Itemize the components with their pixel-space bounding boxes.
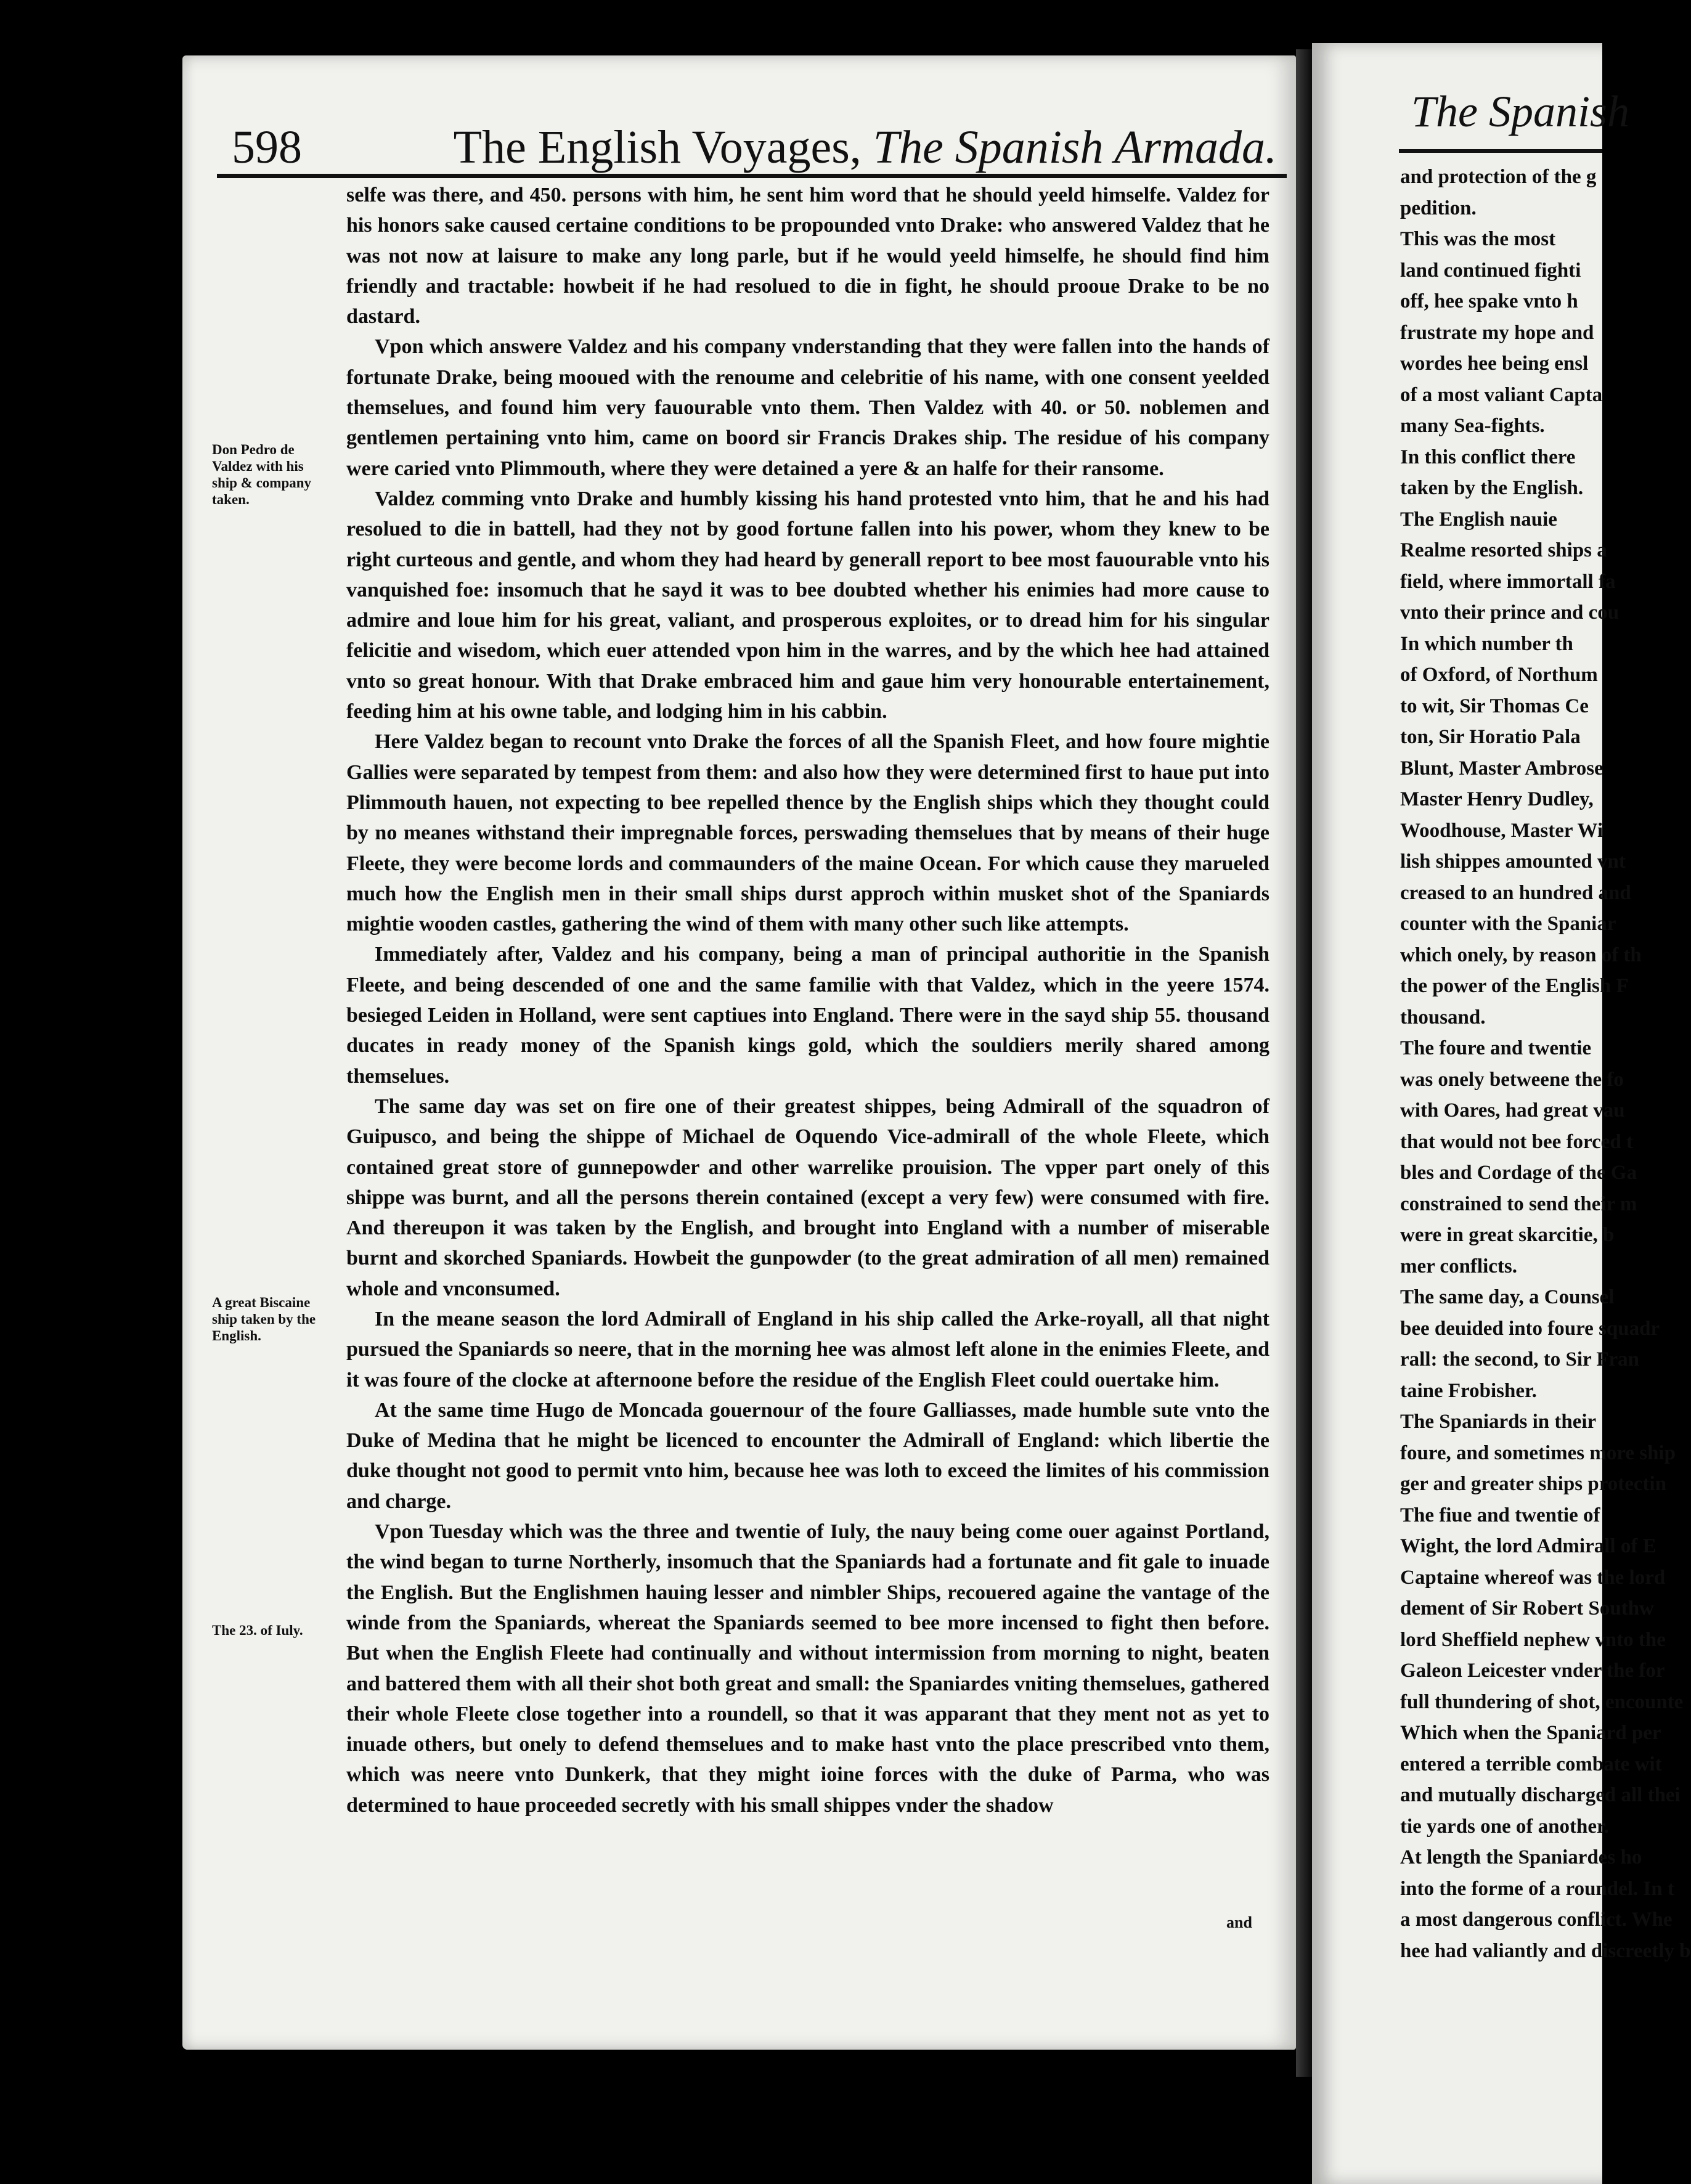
right-page-line: dement of Sir Robert Southw <box>1400 1597 1654 1620</box>
right-page-line: ton, Sir Horatio Pala <box>1400 726 1581 748</box>
right-page-line: and protection of the g <box>1400 166 1597 188</box>
book-gutter <box>1296 49 1312 2077</box>
catchword: and <box>1226 1913 1252 1931</box>
right-page-line: taken by the English. <box>1400 477 1584 499</box>
right-page-line: Captaine whereof was the lord <box>1400 1566 1666 1589</box>
right-page-line: In this conflict there <box>1400 446 1576 468</box>
right-page-line: frustrate my hope and <box>1400 321 1594 344</box>
right-page-line: Master Henry Dudley, <box>1400 788 1594 810</box>
right-page-line: The English nauie <box>1400 508 1557 531</box>
right-page-line: hee had valiantly and discreetly b <box>1400 1939 1691 1962</box>
right-header-rule <box>1399 149 1602 153</box>
right-page-line: a most dangerous conflict. Whe <box>1400 1909 1673 1931</box>
right-page-line: counter with the Spaniar <box>1400 913 1616 935</box>
right-page-line: land continued fighti <box>1400 259 1581 282</box>
right-page-text <box>1400 161 1691 1966</box>
right-page-line: constrained to send their m <box>1400 1192 1637 1215</box>
right-running-head: The Spanish <box>1411 87 1630 136</box>
right-page-line: mer conflicts. <box>1400 1255 1517 1277</box>
right-page-line: that would not bee forced t <box>1400 1130 1633 1153</box>
right-page-line: which onely, by reason of th <box>1400 943 1642 966</box>
running-head-main: The English Voyages, <box>453 121 873 173</box>
right-page-line: with Oares, had great vau <box>1400 1099 1625 1122</box>
right-page-line: rall: the second, to Sir Fran <box>1400 1348 1640 1371</box>
right-page-line: and mutually discharged all thei <box>1400 1784 1681 1806</box>
right-page-line: lish shippes amounted vnt <box>1400 850 1626 873</box>
paragraph: At the same time Hugo de Moncada gouernour of the foure Galliasses, made humble sute vnto the Duke of Medina that he might be licenced to encounter the Admirall of England: which libertie the duke thought not good to permit vnto him, because hee was loth to exceed the limites of his commission and charge. <box>346 1398 1269 1513</box>
right-page-line: At length the Spaniardes ho <box>1400 1846 1642 1868</box>
right-page-line: full thundering of shot, encounte <box>1400 1690 1684 1713</box>
right-page-line: to wit, Sir Thomas Ce <box>1400 695 1589 717</box>
margin-note: A great Biscaine ship taken by the English. <box>212 1295 316 1343</box>
right-page-line: of Oxford, of Northum <box>1400 664 1598 686</box>
margin-note: The 23. of Iuly. <box>212 1623 303 1638</box>
right-page-line: many Sea-fights. <box>1400 415 1545 437</box>
paragraph: Here Valdez began to recount vnto Drake the forces of all the Spanish Fleet, and how foure mightie Gallies were separated by tempest from them: and also how they were determined first to haue put into Plimmouth hauen, not expecting to bee repelled thence by the English ships which they thought could by no meanes withstand their impregnable forces, perswading themselues that by means of their huge Fleete, they were become lords and commaunders of the maine Ocean. For which cause they marueled much how the English men in their small ships durst approch within musket shot of the Spaniards mightie wooden castles, gathering the wind of them with many other such like attempts. <box>346 730 1269 936</box>
right-page-line: was onely betweene the fo <box>1400 1068 1624 1091</box>
right-page-line: field, where immortall fa <box>1400 570 1616 593</box>
right-page-line: of a most valiant Capta <box>1400 383 1603 406</box>
right-page-line: into the forme of a roundel. In t <box>1400 1877 1674 1900</box>
running-head <box>454 121 1277 174</box>
right-page-line: wordes hee being ensl <box>1400 352 1589 375</box>
right-page-line: Woodhouse, Master Wi <box>1400 819 1603 842</box>
paragraph: selfe was there, and 450. persons with him, he sent him word that he should yeeld himselfe. Valdez for his honors sake caused certaine conditions to be propounded vnto Drake: who answered Valdez that he was not now at laisure to make any long parle, but if he would yeeld himselfe, he should find him friendly and tractable: howbeit if he had resolued to die in fight, he should prooue Drake to be no dastard. <box>346 184 1269 328</box>
page-number: 598 <box>232 121 302 173</box>
right-page-line: were in great skarcitie, b <box>1400 1224 1615 1246</box>
header-rule <box>217 174 1287 178</box>
page-header <box>217 110 1277 177</box>
right-page-line: bee deuided into foure squadr <box>1400 1317 1660 1340</box>
right-page-line: In which number th <box>1400 632 1573 655</box>
right-page-line: foure, and sometimes more ship <box>1400 1441 1676 1464</box>
right-page-line: thousand. <box>1400 1006 1486 1029</box>
right-page-line: the power of the English F <box>1400 975 1629 997</box>
paragraph: In the meane season the lord Admirall of England in his ship called the Arke-royall, all that night pursued the Spaniards so neere, that in the morning hee was almost left alone in the enimies Fleete, and it was foure of the clocke at afternoone before the residue of the English Fleet could ouertake him. <box>346 1307 1269 1391</box>
right-page-line: The fiue and twentie of <box>1400 1504 1600 1526</box>
right-page-line: entered a terrible combate wit <box>1400 1753 1662 1775</box>
running-head-italic: The Spanish Armada. <box>873 121 1277 173</box>
right-page-line: Wight, the lord Admirall of E <box>1400 1535 1656 1557</box>
paragraph: The same day was set on fire one of their greatest shippes, being Admirall of the squadron of Guipusco, and being the shippe of Michael de Oquendo Vice-admirall of the whole Fleete, which contained great store of gunnepowder and other warrelike prouision. The vpper part onely of this shippe was burnt, and all the persons therein contained (except a very few) were consumed with fire. And thereupon it was taken by the English, and brought into England with a number of miserable burnt and skorched Spaniards. Howbeit the gunpowder (to the great admiration of all men) remained whole and vnconsumed. <box>346 1094 1269 1300</box>
right-page-line: Blunt, Master Ambrose <box>1400 757 1603 780</box>
right-page-line: Realme resorted ships a <box>1400 539 1607 561</box>
right-page-line: taine Frobisher. <box>1400 1379 1537 1402</box>
right-page-line: off, hee spake vnto h <box>1400 290 1578 312</box>
right-page-line: pedition. <box>1400 197 1477 219</box>
right-page-line: Which when the Spaniard per <box>1400 1722 1661 1744</box>
right-page-line: ger and greater ships protectin <box>1400 1473 1667 1495</box>
right-page-line: creased to an hundred and <box>1400 881 1631 904</box>
paragraph: Immediately after, Valdez and his company, being a man of principal authoritie in the Spanish Fleete, and being descended of one and the same familie with that Valdez, which in the yeere 1574. besieged Leiden in Holland, were sent captiues into England. There were in the sayd ship 55. thousand ducates in ready money of the Spanish kings gold, which the souldiers merily shared among themselues. <box>346 943 1269 1088</box>
body-text <box>346 180 1269 1820</box>
right-page-line: bles and Cordage of the Ga <box>1400 1162 1637 1184</box>
right-page-line: The foure and twentie <box>1400 1037 1592 1059</box>
paragraph: Valdez comming vnto Drake and humbly kissing his hand protested vnto him, that he and his had resolued to die in battell, had they not by good fortune fallen into his power, whom they knew to be right curteous and gentle, and whom they had heard by generall report to bee most fauourable vnto his vanquished foe: insomuch that he sayd it was to bee doubted whether his enimies had more cause to admire and loue him for his great, valiant, and prosperous exploites, or to dread him for his singular felicitie and wisedom, which euer attended vpon him in the warres, and by the which hee had attained vnto so great honour. With that Drake embraced him and gaue him very honourable entertainement, feeding him at his owne table, and lodging him in his cabbin. <box>346 487 1269 723</box>
paragraph: Vpon which answere Valdez and his company vnderstanding that they were fallen into the hands of fortunate Drake, being mooued with the renoume and celebritie of his name, with one consent yeelded themselues, and found him very fauourable vnto them. Then Valdez with 40. or 50. noblemen and gentlemen pertaining vnto him, came on boord sir Francis Drakes ship. The residue of his company were caried vnto Plimmouth, where they were detained a yere & an halfe for their ransome. <box>346 335 1269 480</box>
right-page-line: This was the most <box>1400 228 1556 250</box>
right-page-line: vnto their prince and cou <box>1400 601 1620 624</box>
right-page-line: Galeon Leicester vnder the for <box>1400 1660 1665 1682</box>
paragraph: Vpon Tuesday which was the three and twentie of Iuly, the nauy being come ouer against Portland, the wind began to turne Northerly, insomuch that the Spaniards had a fortunate and fit gale to inuade the English. But the Englishmen hauing lesser and nimbler Ships, recouered againe the vantage of the winde from the Spaniards, whereat the Spaniards seemed to bee more incensed to fight then before. But when the English Fleete had continually and without intermission from morning to night, beaten and battered them with all their shot both great and small: the Spaniardes vniting themselues, gathered their whole Fleete close together into a roundell, so that it was apparant that they ment not as yet to inuade others, but onely to defend themselues and to make hast vnto the place prescribed vnto them, which was neere vnto Dunkerk, that they might ioine forces with the duke of Parma, who was determined to haue proceeded secretly with his small shippes vnder the shadow <box>346 1520 1269 1817</box>
right-page-line: The same day, a Counsel <box>1400 1286 1615 1308</box>
right-page-line: The Spaniards in their <box>1400 1411 1597 1433</box>
right-page-line: lord Sheffield nephew vnto the <box>1400 1628 1666 1651</box>
margin-note: Don Pedro de Valdez with his ship & company taken. <box>212 442 312 507</box>
right-page-line: tie yards one of another. <box>1400 1815 1609 1838</box>
